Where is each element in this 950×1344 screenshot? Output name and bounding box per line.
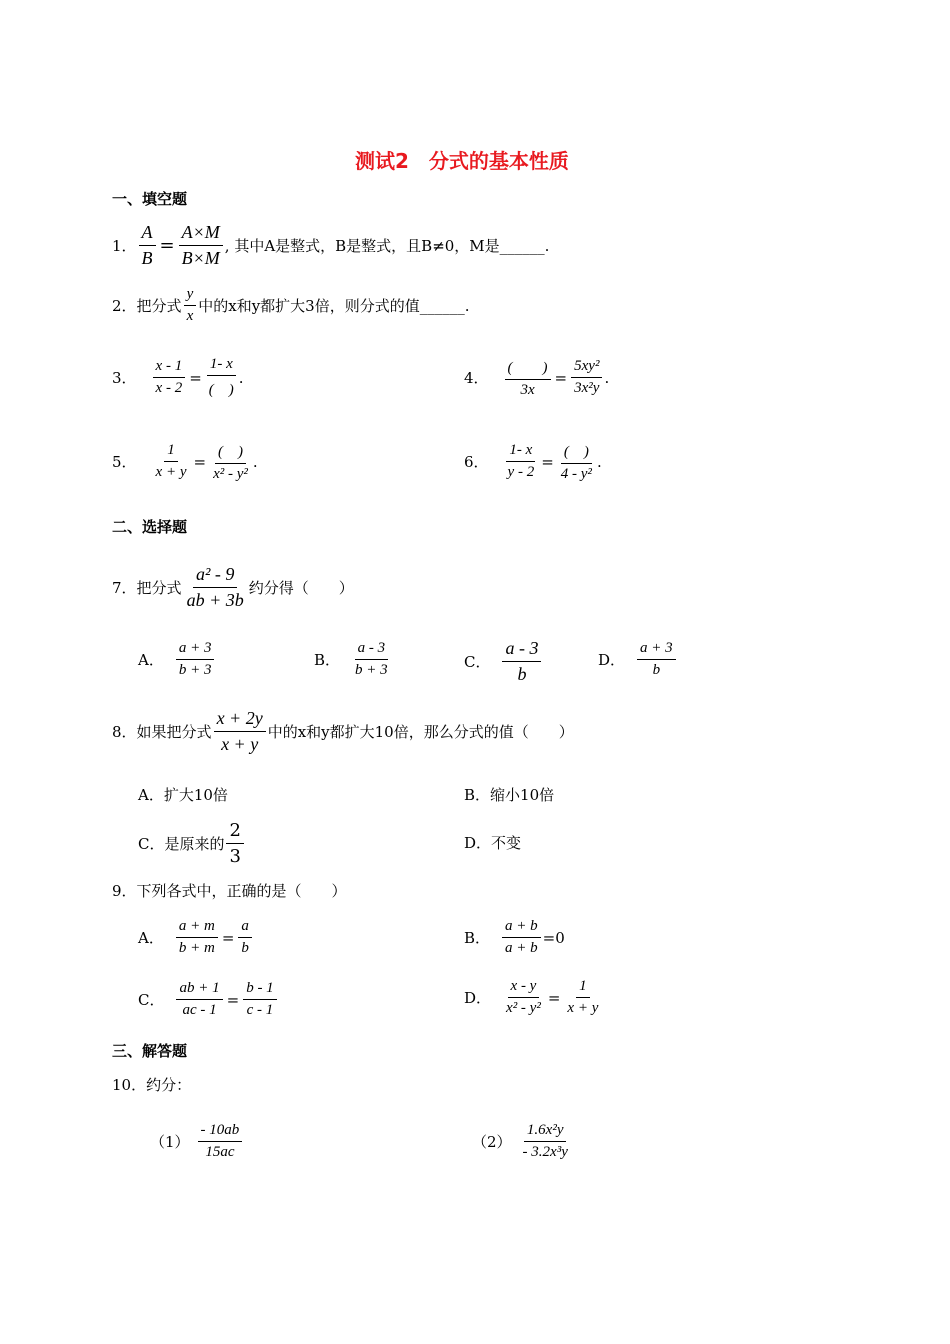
q9-option-c[interactable]: C． $\frac{ab + 1}{ac - 1}$ = $\frac{b - 1}{c - 1}$ xyxy=(138,980,279,1019)
fraction-rhs: $\frac{A\times M}{B\times M}$ xyxy=(179,222,223,269)
q7-option-c[interactable]: C． $\frac{a - 3}{b}$ xyxy=(464,638,543,685)
question-number: 2． xyxy=(112,297,137,315)
q8-option-b[interactable]: B．缩小10倍 xyxy=(464,786,555,804)
question-number: 7． xyxy=(112,579,137,597)
question-3: 3． $\frac{x - 1}{x - 2}$ = $\frac{1- x}{( )}$ . xyxy=(112,356,244,398)
question-4: 4． $\frac{( )}{3x}$ = $\frac{\text{5xy²}}{\text{3x²y}}$ . xyxy=(464,358,610,398)
question-5: 5． $\frac{1}{x + y}$ = $\frac{( )}{\text{x² - y²}}$ . xyxy=(112,442,258,482)
q10-part-1: （1） $\frac{- 10ab}{15ac}$ xyxy=(150,1122,244,1161)
fraction-lhs: $\frac{A}{B}$ xyxy=(139,222,156,269)
section-heading-fill-in: 一、填空题 xyxy=(112,190,188,208)
question-number: 8． xyxy=(112,723,137,741)
question-text: , 其中A是整式，B是整式，且B≠0，M是______. xyxy=(224,237,550,255)
q9-option-b[interactable]: B． $\frac{a + b}{a + b}$ =0 xyxy=(464,918,565,956)
question-number: 10． xyxy=(112,1076,147,1094)
question-7: 7． 把分式 $\frac{\text{a² - 9}}{ab + 3b}$ 约分得（ ） xyxy=(112,564,354,610)
question-1: 1． $\frac{A}{B}$ = $\frac{A\times M}{B\times M}$ , 其中A是整式，B是整式，且B≠0，M是______. xyxy=(112,222,550,268)
question-8: 8． 如果把分式 $\frac{x + 2y}{x + y}$ 中的x和y都扩大10倍，那么分式的值（ ） xyxy=(112,708,574,754)
question-number: 6． xyxy=(464,453,489,471)
question-number: 3． xyxy=(112,369,137,387)
page-title: 测试2 分式的基本性质 xyxy=(355,149,569,173)
question-9: 9． 下列各式中，正确的是（ ） xyxy=(112,882,347,900)
question-number: 9． xyxy=(112,882,137,900)
question-number: 4． xyxy=(464,369,489,387)
q8-option-d[interactable]: D．不变 xyxy=(464,834,522,852)
q9-option-d[interactable]: D． $\frac{x - y}{\text{x² - y²}}$ = $\frac{1}{x + y}$ xyxy=(464,978,599,1016)
q9-option-a[interactable]: A． $\frac{a + m}{b + m}$ = $\frac{a}{b}$ xyxy=(138,918,254,957)
section-heading-solve: 三、解答题 xyxy=(112,1042,188,1060)
question-number: 1． xyxy=(112,237,137,255)
question-2: 2． 把分式 $\frac{y}{x}$ 中的x和y都扩大3倍，则分式的值______. xyxy=(112,286,470,324)
section-heading-choice: 二、选择题 xyxy=(112,518,188,536)
fraction: $\frac{y}{x}$ xyxy=(184,286,197,325)
q8-option-c[interactable]: C．是原来的 $\frac{2}{3}$ xyxy=(138,820,246,867)
q7-option-a[interactable]: A． $\frac{a + 3}{b + 3}$ xyxy=(138,640,216,679)
question-10: 10． 约分： xyxy=(112,1076,192,1094)
q7-option-b[interactable]: B． $\frac{a - 3}{b + 3}$ xyxy=(314,640,388,678)
q10-part-2: （2） $\frac{\text{1.6x²y}}{\text{- 3.2x³y}}$ xyxy=(472,1122,568,1160)
q8-option-a[interactable]: A．扩大10倍 xyxy=(138,786,228,804)
question-number: 5． xyxy=(112,453,137,471)
question-6: 6． $\frac{1- x}{y - 2}$ = $\frac{( )}{\text{4 - y²}}$ . xyxy=(464,442,602,482)
q7-option-d[interactable]: D． $\frac{a + 3}{b}$ xyxy=(598,640,678,679)
